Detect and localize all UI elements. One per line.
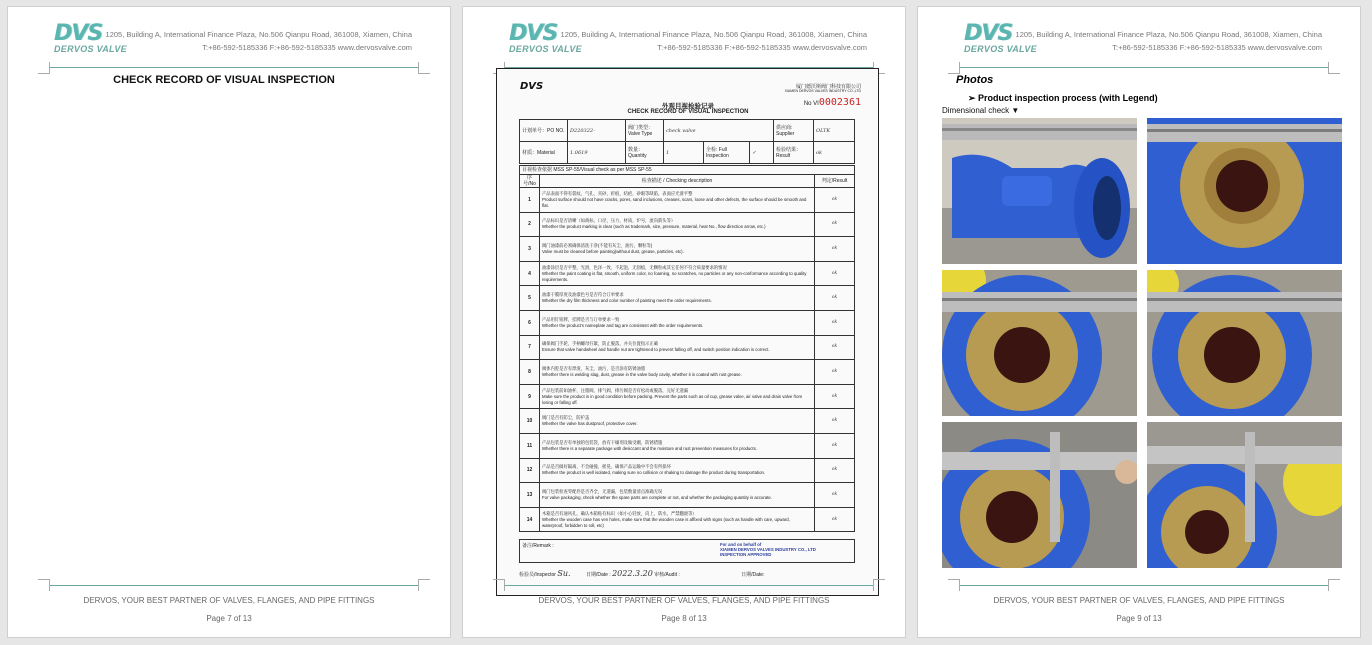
crop-mark <box>948 579 960 591</box>
item-desc-en: Product surface should not have cracks, pores, sand inclusions, creases, scars, loose and other defects, the surface should be smooth and flat. <box>542 196 807 208</box>
stamp-line: INSPECTION APPROVED <box>720 552 772 557</box>
signature-row <box>519 569 855 578</box>
item-desc-cn: 产品标识是否清晰（如商标，口径，压力，材质，炉号，流向箭头等） <box>542 218 676 224</box>
item-number: 10 <box>520 409 540 434</box>
logo-mark: DVS <box>509 21 558 46</box>
logo-mark: DVS <box>54 21 103 46</box>
crop-mark <box>1328 579 1340 591</box>
form-company-en: XIAMEN DERVOS VALVES INDUSTRY CO.,LTD <box>784 89 861 93</box>
item-result: ok <box>815 384 855 409</box>
photo-flange-measure-2 <box>942 270 1137 416</box>
item-desc-cn: 阀门包装检查零配件是否齐全，无遗漏，包装数量清点准确无误 <box>542 488 663 494</box>
dropdown-label: Dimensional check <box>942 106 1010 115</box>
item-number: 3 <box>520 237 540 262</box>
page-number: Page 8 of 13 <box>661 614 707 623</box>
crop-mark <box>948 62 960 74</box>
item-desc-cn: 阀门油漆前必须确保清洗干净(不能有灰尘，油污，颗粒等) <box>542 242 653 248</box>
inspector-label: 检验员/Inspector <box>519 572 556 578</box>
item-description <box>540 433 815 458</box>
checklist-row <box>520 507 855 532</box>
item-desc-cn: 确保阀门手轮，手柄螺母拧紧，防止脱落，并关位置指示正确 <box>542 341 659 347</box>
checklist-row <box>520 188 855 213</box>
flange-photo-art <box>1147 270 1342 416</box>
flange-photo-art <box>1147 422 1342 568</box>
item-desc-cn: 产品用钉铭牌，挂牌是否与订单要求一致 <box>542 316 620 322</box>
item-desc-en: Make sure the product is in good condition before packing. Prevent the parts such as oil cup, grease valve, air valve and drain valve from losing or falling off. <box>542 393 803 405</box>
item-desc-en: Whether the product is well isolated, making sure no collision or shaking to damage the product during transportation. <box>542 470 766 476</box>
checklist-row <box>520 433 855 458</box>
po-label: 计划单号：PO NO. <box>520 120 568 142</box>
company-address <box>1016 28 1322 54</box>
scanned-inspection-form <box>496 68 879 596</box>
form-title-en: CHECK RECORD OF VISUAL INSPECTION <box>627 109 749 115</box>
item-number: 14 <box>520 507 540 532</box>
result-value: ok <box>814 142 855 164</box>
item-description <box>540 384 815 409</box>
photo-flange-measure-4 <box>942 422 1137 568</box>
crop-mark <box>493 579 505 591</box>
item-desc-cn: 阀门是否有防尘，防护盖 <box>542 415 590 421</box>
item-description <box>540 458 815 483</box>
contact-line: T:+86-592-5185336 F:+86-592-5185335 www.dervosvalve.com <box>1112 43 1322 52</box>
item-desc-en: Whether there is a separate package with desiccant and the moisture and rust prevention measures for products. <box>542 445 757 451</box>
item-description <box>540 335 815 360</box>
form-logo: DVS <box>520 81 544 92</box>
page-title: CHECK RECORD OF VISUAL INSPECTION <box>113 74 335 86</box>
material-label: 材质：Material <box>520 142 568 164</box>
document-page-8 <box>462 6 906 638</box>
date-value: 2022.3.20 <box>612 569 653 578</box>
item-description <box>540 212 815 237</box>
address-line: 1205, Building A, International Finance Plaza, No.506 Qianpu Road, 361008, Xiamen, China <box>105 30 412 39</box>
item-desc-cn: 产品是否做好隔离，不会碰撞，摇晃，确保产品运输中不会有所损坏 <box>542 464 671 470</box>
footer-tagline: DERVOS, YOUR BEST PARTNER OF VALVES, FLANGES, AND PIPE FITTINGS <box>538 596 830 605</box>
crop-mark <box>1328 62 1340 74</box>
header-divider <box>50 67 418 68</box>
item-result: ok <box>815 507 855 532</box>
item-desc-en: Valve must be cleaned before painting(without dust, grease, particles, etc). <box>542 248 684 254</box>
checklist-row <box>520 237 855 262</box>
logo-name: DERVOS VALVE <box>509 44 582 54</box>
item-number: 6 <box>520 310 540 335</box>
item-desc-cn: 木箱是否有通风孔，确认木箱贴有标识（如小心轻放，向上，防水，严禁翻滚等） <box>542 510 697 516</box>
crop-mark <box>418 579 430 591</box>
form-number-value: 0002361 <box>818 97 861 108</box>
checklist-row <box>520 310 855 335</box>
item-result: ok <box>815 335 855 360</box>
address-line: 1205, Building A, International Finance Plaza, No.506 Qianpu Road, 361008, Xiamen, China <box>1015 30 1322 39</box>
company-address <box>106 28 412 54</box>
audit-label: 审核/Audit : <box>654 572 680 578</box>
caret-down-icon: ▼ <box>1011 106 1020 115</box>
crop-mark <box>38 62 50 74</box>
date-label: 日期/Date : <box>585 572 611 578</box>
item-desc-cn: 产品表面不得有裂纹，气孔，夹砂，折痕，结疤，砂眼等缺陷，表面应光滑平整 <box>542 190 693 196</box>
valve-type-value: check valve <box>664 120 774 142</box>
item-result: ok <box>815 409 855 434</box>
logo-name: DERVOS VALVE <box>964 44 1037 54</box>
checklist-row <box>520 335 855 360</box>
item-description <box>540 483 815 508</box>
item-result: ok <box>815 433 855 458</box>
footer-divider <box>505 585 873 586</box>
item-desc-en: Whether the valve has dustproof, protective cover. <box>542 421 638 427</box>
approval-stamp <box>720 542 816 557</box>
valve-type-label: 阀门类型：Valve Type <box>626 120 664 142</box>
form-title-cn: 外观目视检验记录 <box>662 103 714 110</box>
inspection-basis: 目视检查依据 MSS SP-55/Visual check as per MSS SP-55 <box>519 165 855 174</box>
dimensional-check-dropdown[interactable] <box>942 106 1019 115</box>
item-number: 4 <box>520 261 540 286</box>
document-page-7 <box>7 6 451 638</box>
full-inspection-check: ✓ <box>750 142 774 164</box>
footer-tagline: DERVOS, YOUR BEST PARTNER OF VALVES, FLANGES, AND PIPE FITTINGS <box>83 596 375 605</box>
item-result: ok <box>815 237 855 262</box>
form-company-cn: 厦门德沃斯阀门科技有限公司 <box>795 84 861 90</box>
item-number: 13 <box>520 483 540 508</box>
item-desc-en: Whether the product marking is clear (such as trademark, size, pressure, material, heat No., flow direction arrow, etc.) <box>542 224 766 230</box>
flange-photo-art <box>1147 118 1342 264</box>
company-address <box>561 28 867 54</box>
flange-photo-art <box>942 422 1137 568</box>
item-description <box>540 310 815 335</box>
item-result: ok <box>815 188 855 213</box>
crop-mark <box>38 579 50 591</box>
po-value: D220322- <box>568 120 626 142</box>
item-number: 12 <box>520 458 540 483</box>
contact-line: T:+86-592-5185336 F:+86-592-5185335 www.dervosvalve.com <box>202 43 412 52</box>
item-number: 11 <box>520 433 540 458</box>
page-number: Page 7 of 13 <box>206 614 252 623</box>
footer-divider <box>960 585 1328 586</box>
checklist-row <box>520 409 855 434</box>
item-result: ok <box>815 286 855 311</box>
checklist-row <box>520 261 855 286</box>
crop-mark <box>873 579 885 591</box>
form-number-label: No VI <box>803 101 819 107</box>
item-desc-cn: 阀体内腔是否有焊渣，灰尘，油污，是否涂有防锈油脂 <box>542 365 646 371</box>
address-line: 1205, Building A, International Finance Plaza, No.506 Qianpu Road, 361008, Xiamen, China <box>560 30 867 39</box>
checklist-row <box>520 212 855 237</box>
full-inspection-label: 全检: Full Inspection <box>704 142 750 164</box>
item-description <box>540 507 815 532</box>
item-number: 8 <box>520 360 540 385</box>
material-value: 1.0619 <box>568 142 626 164</box>
header-divider <box>960 67 1328 68</box>
item-desc-en: Whether the wooden case has ven holes, make sure that the wooden case is affixed with signs (such as handle with care, upward, waterproof, forbidden to roll, etc) <box>542 516 790 528</box>
bullet-item <box>968 93 1158 104</box>
item-desc-en: Whether the dry film thickness and color number of painting meet the order requirements. <box>542 298 712 304</box>
quantity-label: 数量：Quantity <box>626 142 664 164</box>
checklist-row <box>520 360 855 385</box>
arrow-bullet-icon: ➢ <box>968 93 979 103</box>
remark-box <box>519 539 855 563</box>
item-result: ok <box>815 212 855 237</box>
checklist-row <box>520 483 855 508</box>
supplier-value: OLTK <box>814 120 855 142</box>
form-header-table <box>519 119 855 164</box>
item-number: 2 <box>520 212 540 237</box>
inspection-form <box>515 77 861 577</box>
item-desc-cn: 油漆干膜厚度及油漆色号是否符合订单要求 <box>542 292 624 298</box>
item-desc-en: For valve packaging, check whether the spare parts are complete or not, and whether the packaging quantity is accurate. <box>542 494 773 500</box>
footer-tagline: DERVOS, YOUR BEST PARTNER OF VALVES, FLANGES, AND PIPE FITTINGS <box>993 596 1285 605</box>
item-result: ok <box>815 483 855 508</box>
item-desc-en: Whether there is welding slag, dust, grease in the valve body cavity, whether it is coated with rust grease. <box>542 371 742 377</box>
item-description <box>540 261 815 286</box>
contact-line: T:+86-592-5185336 F:+86-592-5185335 www.dervosvalve.com <box>657 43 867 52</box>
item-desc-cn: 油漆涂层是否平整，光滑，色泽一致，不起泡，无刮痕，无颗粒或其它任何不符合质量要求的情况 <box>542 264 727 270</box>
item-desc-en: Whether the product's nameplate and tag are consistent with the order requirements. <box>542 322 704 328</box>
item-result: ok <box>815 360 855 385</box>
checklist-table <box>519 174 855 532</box>
col-header-no: 序号/No <box>520 175 540 188</box>
item-description <box>540 237 815 262</box>
item-desc-cn: 产品包装前如油杯，注脂阀，排气阀，排污阀是否有松动或脱落，完好无遗漏 <box>542 387 689 393</box>
item-desc-en: Whether the paint coating is flat, smooth, uniform color, no foaming, no scratches, no particles or any non-conformance according to quality requirements. <box>542 270 807 282</box>
footer-divider <box>50 585 418 586</box>
logo-mark: DVS <box>964 21 1013 46</box>
document-page-9 <box>917 6 1361 638</box>
stamp-line: For and on behalf of <box>720 542 762 547</box>
date2-label: 日期/Date: <box>741 572 765 578</box>
photo-flange-measure-5 <box>1147 422 1342 568</box>
col-header-description: 检查描述 / Checking description <box>540 175 815 188</box>
quantity-value: 1 <box>664 142 704 164</box>
item-desc-en: Ensure that valve handwheel and handle nut are tightened to prevent falling off, and switch position indication is correct. <box>542 347 770 353</box>
item-result: ok <box>815 261 855 286</box>
page-number: Page 9 of 13 <box>1116 614 1162 623</box>
item-description <box>540 360 815 385</box>
result-label: 检验结果：Result <box>774 142 814 164</box>
bullet-text: Product inspection process (with Legend) <box>978 93 1158 103</box>
photo-flange-measure-1 <box>1147 118 1342 264</box>
checklist-row <box>520 286 855 311</box>
form-number <box>804 97 861 108</box>
checklist-row <box>520 384 855 409</box>
item-number: 5 <box>520 286 540 311</box>
valve-photo-art <box>942 118 1137 264</box>
photo-flange-measure-3 <box>1147 270 1342 416</box>
col-header-result: 判定/Result <box>815 175 855 188</box>
flange-photo-art <box>942 270 1137 416</box>
item-description <box>540 409 815 434</box>
logo-name: DERVOS VALVE <box>54 44 127 54</box>
item-desc-cn: 产品包装是否有单独的包装袋，放有干燥剂及做受潮，防锈措施 <box>542 439 663 445</box>
item-number: 7 <box>520 335 540 360</box>
item-result: ok <box>815 458 855 483</box>
checklist-row <box>520 458 855 483</box>
item-number: 1 <box>520 188 540 213</box>
item-description <box>540 286 815 311</box>
remark-label: 备注/Remark : <box>522 543 554 549</box>
supplier-label: 供应商: Supplier <box>774 120 814 142</box>
crop-mark <box>418 62 430 74</box>
photos-heading: Photos <box>956 74 994 86</box>
item-description <box>540 188 815 213</box>
stamp-line: XIAMEN DERVOS VALVES INDUSTRY CO., LTD <box>720 547 816 552</box>
inspector-signature: Su. <box>557 569 571 578</box>
item-result: ok <box>815 310 855 335</box>
photo-valve-body <box>942 118 1137 264</box>
item-number: 9 <box>520 384 540 409</box>
